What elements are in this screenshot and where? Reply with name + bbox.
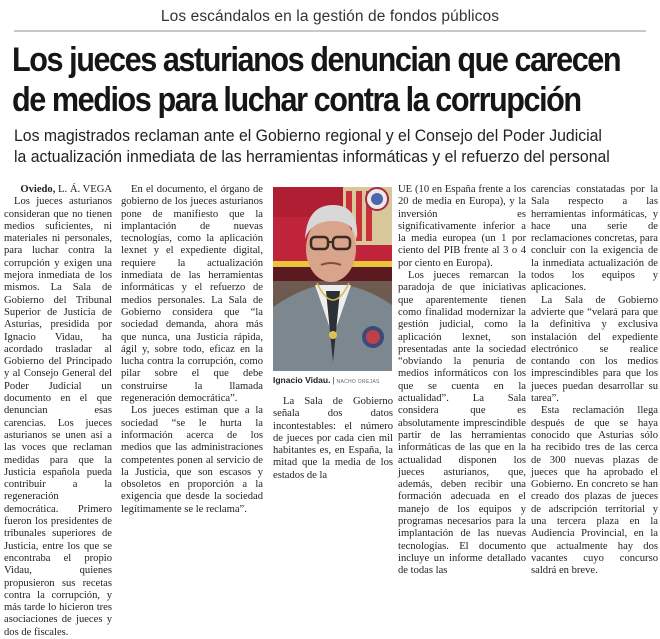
caption-separator: |: [332, 376, 335, 385]
caption-name: Ignacio Vidau.: [273, 375, 331, 385]
section-kicker: Los escándalos en la gestión de fondos públicos: [160, 8, 500, 25]
caption-credit: NACHO OREJAS: [336, 379, 380, 385]
subheadline: [14, 125, 609, 167]
paragraph: Los jueces estiman que a la sociedad “se le hurta la información acerca de los medios que las administraciones competentes ponen al servicio de la Justicia, que son escasos y obsoletos en proporción a la exigencia que desde la sociedad legítimamente se le reclama”.: [121, 405, 263, 515]
article-column-5: [531, 184, 658, 578]
byline-place: Oviedo,: [20, 184, 56, 195]
paragraph: La Sala de Gobierno señala dos datos incontestables: el número de jueces por cada cien mil habitantes es, en España, la mitad que la media de los estados de la: [273, 396, 393, 481]
paragraph: La Sala de Gobierno advierte que “velará para que la definitiva y exclusiva instalación del expediente electrónico se realice contando con los medios imprescindibles para que los jueces puedan desarrollar su tarea”.: [531, 294, 658, 405]
headline-line-1: Los jueces asturianos denuncian que carecen: [12, 41, 621, 79]
article-column-1: [4, 184, 112, 639]
headline: [12, 40, 621, 120]
headline-line-2: de medios para luchar contra la corrupción: [12, 81, 581, 119]
paragraph: Los jueces remarcan la paradoja de que iniciativas que aparentemente tienen como finalidad modernizar la gestión judicial, como la aplicación lexnet, son presentadas ante la sociedad “obviando la penuria de medios informáticos con los que se cuenta en la actualidad”. La Sala considera que es absolutamente imprescindible partir de las herramientas informáticas de las que en la actualidad disponen los jueces asturianos, que, además, deben recibir una formación adecuada en el manejo de los equipos y programas necesarios para la implantación de las nuevas tecnologías. El documento incluye un informe detallado de todas las: [398, 270, 526, 577]
paragraph: UE (10 en España frente a los 20 de media en Europa), y la inversión es significativamente inferior a la media europea (un 1 por ciento del PIB frente al 3 o 4 por ciento en Europa).: [398, 184, 526, 269]
kicker-rule: [14, 30, 646, 32]
subheadline-line-2: la actualización inmediata de las herramientas informáticas y el refuerzo del personal: [14, 147, 610, 166]
article-column-4: [398, 184, 526, 578]
byline-author: L. Á. VEGA: [58, 184, 112, 195]
portrait-photo: [273, 187, 392, 371]
article-column-2: [121, 184, 263, 516]
photo-caption: [273, 375, 398, 385]
paragraph: En el documento, el órgano de gobierno de los jueces asturianos pone de manifiesto que la implantación de nuevas tecnologías, como la aplicación lexnet y el expediente digital, requiere la actualización inmediata de las herramientas informáticas y el refuerzo de medios personales. La Sala de Gobierno considera que “la sociedad demanda, ahora más que nunca, una Justicia rápida, ágil y, sobre todo, eficaz en la lucha contra la corrupción, como pilar sobre el que debe construirse la llamada regeneración democrática”.: [121, 184, 263, 405]
paragraph: Los jueces asturianos consideran que no tienen medios suficientes, ni materiales ni personales, para luchar contra la corrupción y exigen una mejora inmediata de los mismos. La Sala de Gobierno del Tribunal Superior de Justicia de Asturias, presidida por Ignacio Vidau, ha acordado trasladar al Gobierno del Principado y al Consejo General del Poder Judicial un documento en el que denuncian esas carencias. Los jueces asturianos se unen así a las voces que reclaman medidas para que la Justicia española pueda contribuir a la regeneración democrática. Primero fueron los presidentes de tribunales superiores de Justicia, entre los que se encontraba el propio Vidau, quienes propusieron sus recetas contra la corrupción, y más tarde lo hicieron tres asociaciones de jueces y dos de fiscales.: [4, 196, 112, 638]
portrait-image-icon: [273, 187, 392, 371]
byline: [4, 184, 112, 196]
paragraph: Esta reclamación llega después de que se haya conocido que Asturias sólo ha recibido tres de las cerca de 300 nuevas plazas de jueces que ha aprobado el Gobierno. En concreto se han creado dos plazas de jueces de adscripción territorial y una tercera plaza en la Audiencia Provincial, en la que actualmente hay dos vacantes cuyo concurso saldrá en breve.: [531, 405, 658, 577]
subheadline-line-1: Los magistrados reclaman ante el Gobierno regional y el Consejo del Poder Judicial: [14, 126, 602, 145]
paragraph: carencias constatadas por la Sala respecto a las herramientas informáticas, y hace una serie de reclamaciones concretas, para concluir con la exigencia de la inmediata actualización de todos los equipos y aplicaciones.: [531, 184, 658, 294]
article-column-3: [273, 396, 393, 482]
